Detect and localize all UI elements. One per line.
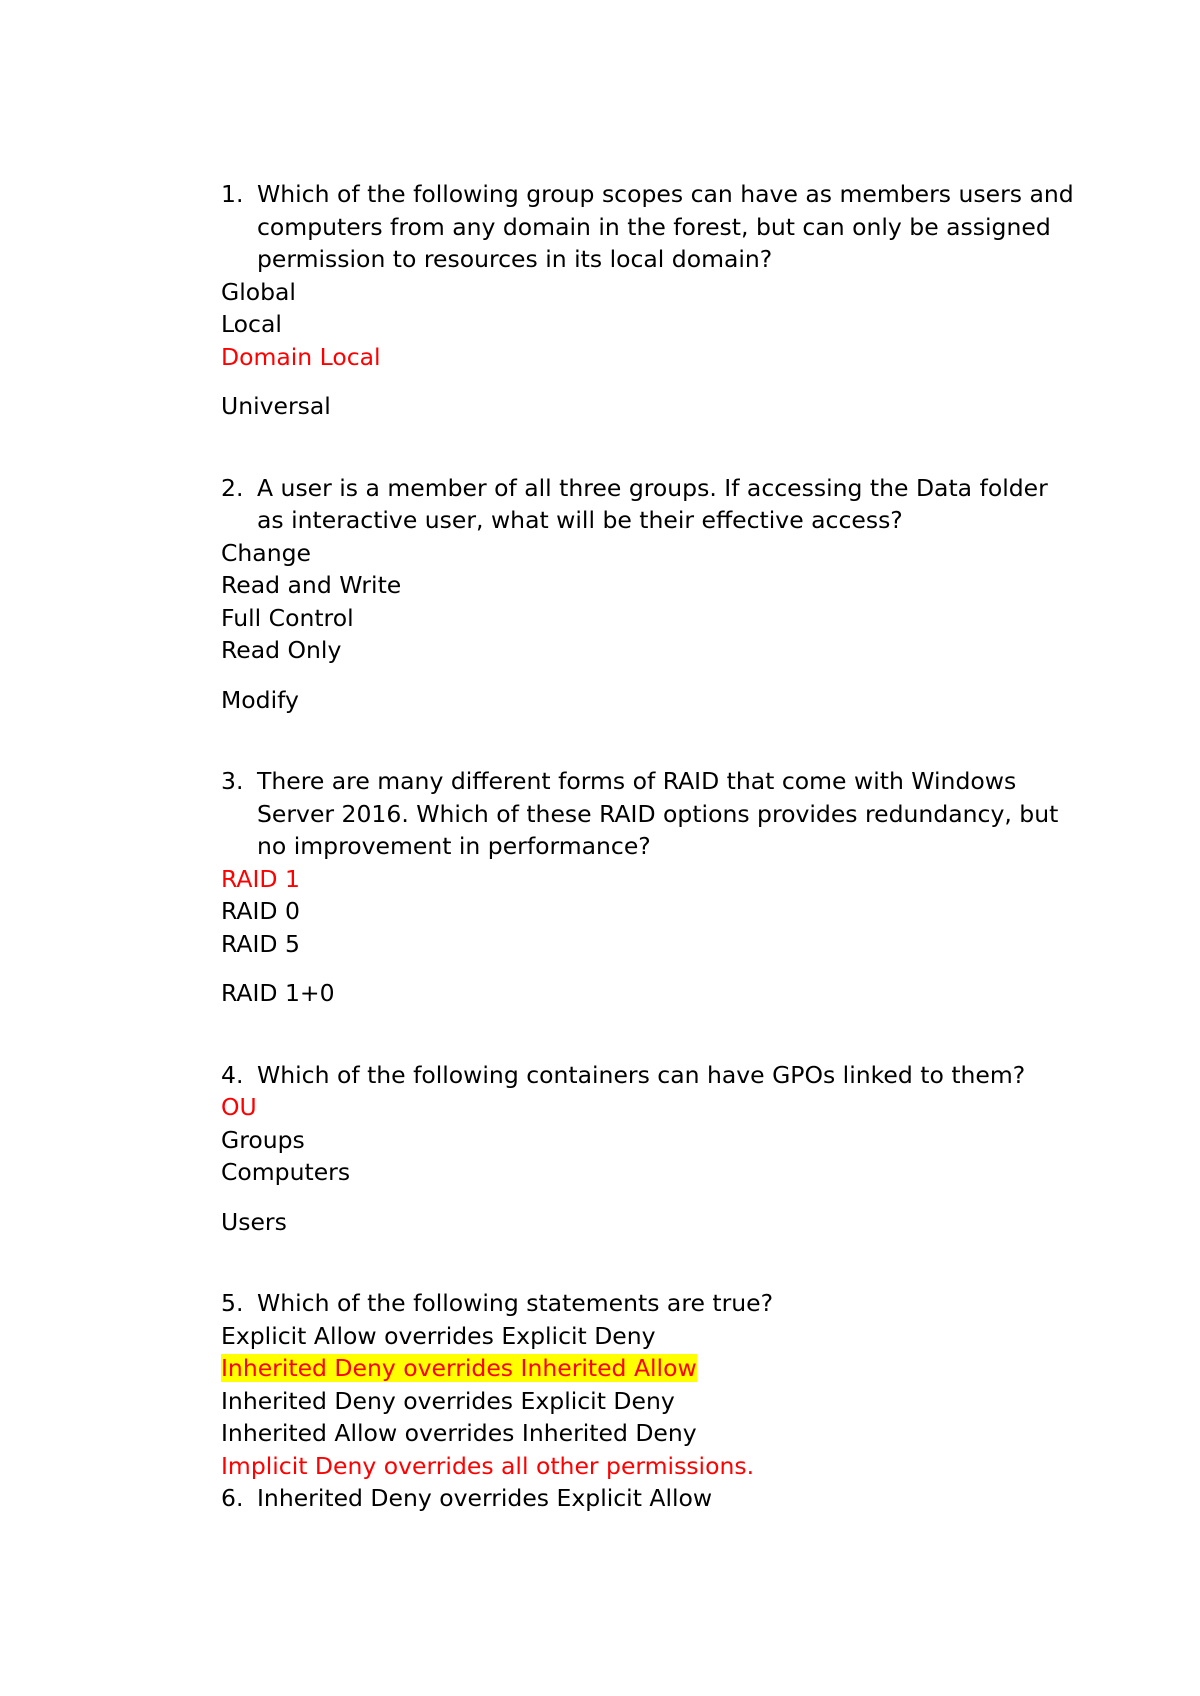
answer-option: Users — [221, 1207, 287, 1236]
question-number: 6. — [221, 1484, 244, 1512]
answer-option: Local — [221, 310, 282, 338]
question-text: Which of the following statements are true? — [257, 1289, 774, 1317]
answer-option: Read and Write — [221, 571, 402, 599]
answer-option: Explicit Allow overrides Explicit Deny — [221, 1321, 656, 1350]
question-4 — [221, 1059, 1081, 1092]
answer-option: Full Control — [221, 603, 354, 632]
spacer — [221, 1238, 1081, 1287]
question-text: Inherited Deny overrides Explicit Allow — [257, 1484, 713, 1512]
highlighted-text: Inherited Deny overrides Inherited Allow — [221, 1354, 697, 1382]
question-number: 3. — [221, 767, 244, 795]
answer-option-correct-highlighted — [221, 1352, 1081, 1385]
question-number: 1. — [221, 180, 244, 208]
answer-option: Computers — [221, 1158, 351, 1186]
answer-option-correct: Implicit Deny overrides all other permissions. — [221, 1451, 755, 1480]
document-body — [221, 178, 1081, 1515]
question-5 — [221, 1287, 1081, 1320]
answer-option-correct: OU — [221, 1093, 257, 1121]
question-number: 4. — [221, 1060, 244, 1089]
answer-option: Read Only — [221, 636, 342, 664]
question-number: 5. — [221, 1289, 244, 1317]
question-3 — [221, 765, 1081, 863]
question-text: Which of the following containers can have GPOs linked to them? — [257, 1060, 1026, 1089]
question-6 — [221, 1482, 1081, 1515]
answer-option: Inherited Allow overrides Inherited Deny — [221, 1419, 697, 1447]
spacer — [221, 716, 1081, 765]
question-text: Which of the following group scopes can have as members users and computers from any domain in the forest, but can only be assigned permission to resources in its local domain? — [257, 180, 1074, 273]
answer-option: Change — [221, 538, 311, 567]
answer-option: Global — [221, 277, 296, 306]
answer-option-correct: Domain Local — [221, 342, 381, 371]
spacer — [221, 1010, 1081, 1059]
answer-option: Universal — [221, 392, 331, 420]
answer-option: Inherited Deny overrides Explicit Deny — [221, 1386, 675, 1415]
spacer — [221, 423, 1081, 472]
answer-option: RAID 1+0 — [221, 979, 335, 1007]
question-text: A user is a member of all three groups. If accessing the Data folder as interactive user, what will be their effective access? — [257, 473, 1048, 534]
question-text: There are many different forms of RAID that come with Windows Server 2016. Which of these RAID options provides redundancy, but no improvement in performance? — [257, 767, 1059, 860]
answer-option: Modify — [221, 685, 299, 714]
question-number: 2. — [221, 473, 244, 502]
answer-option: Groups — [221, 1125, 305, 1154]
question-2 — [221, 472, 1081, 537]
answer-option: RAID 5 — [221, 929, 300, 958]
answer-option: RAID 0 — [221, 897, 300, 925]
answer-option-correct: RAID 1 — [221, 864, 300, 893]
question-1 — [221, 178, 1081, 276]
